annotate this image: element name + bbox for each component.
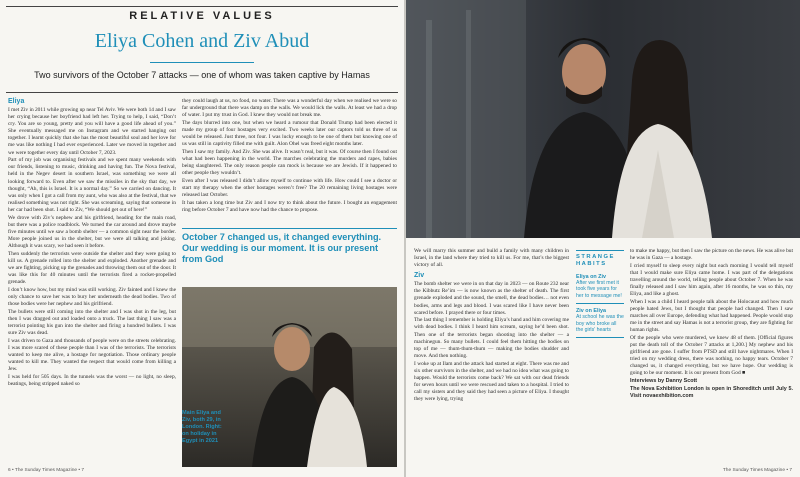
paragraph: It has taken a long time but Ziv and I now try to think about the future. I bought an engagement ring before October 7 and have now had the chance to propose. xyxy=(182,199,397,213)
paragraph: Even after I was released I didn’t allow myself to continue with life. How could I see a doctor or start my therapy when the other hostages weren’t free? The 20 remaining living hostages were released last October. xyxy=(182,177,397,198)
folio-left: 6 • The Sunday Times Magazine • 7 xyxy=(8,468,85,473)
sidebar-ziv-name: Ziv on Eliya xyxy=(576,308,606,315)
portrait-photo-illustration xyxy=(406,0,800,238)
subhead-ziv: Ziv xyxy=(414,272,425,280)
sidebar-divider xyxy=(576,303,624,304)
main-photo xyxy=(406,0,800,238)
article-column-1 xyxy=(8,98,176,388)
paragraph: When I was a child I heard people talk about the Holocaust and how much people hated Jews, but I thought that people had changed. Then I saw marches all over Europe, defending what had happened. People would stop me in the street and say Hamas is not a terrorist group, they are fighting for human rights. xyxy=(630,298,793,334)
sidebar-eliya-name: Eliya on Ziv xyxy=(576,274,606,280)
paragraph: The bomb shelter we were in on that day in 2023 — on Route 232 near the Kibbutz Re’im — is now known as the shelter of death. The first grenade exploded and the sound, the smell, the dead bodies… not even bodies, arms and legs and blood. I was scared like I have never been scared before. I prayed there or four times. xyxy=(414,281,569,316)
paragraph: I met Ziv in 2011 while growing up near Tel Aviv. We were both 14 and I saw her crying because her boyfriend had left her. Trying to help, I said, “Don’t cry. You are so young, pretty and you will have a good life ahead of you.” She eventually messaged me on Instagram and we started hanging out together. I learnt quickly that she has the most beautiful soul and her love for me was like nothing I had ever experienced. Later we moved in together and we were together every day until October 7, 2023. xyxy=(8,107,176,156)
paragraph: The bullets were still coming into the shelter and I was shot in the leg, but then I was dragged out and loaded onto a truck. The last thing I saw was a terrorist pointing his gun into the shelter and firing a hundred bullets. I was sure Ziv was dead. xyxy=(8,308,176,336)
paragraph: I was held for 505 days. In the tunnels was the worst — no light, no sleep, beatings, being stripped naked so xyxy=(8,373,176,387)
headline: Eliya Cohen and Ziv Abud xyxy=(94,30,310,52)
quote-rule xyxy=(182,228,397,229)
paragraph: Then I saw my family. And Ziv. She was alive. It wasn’t real, but it was. Of course then I found out what had been happening in the world. The marches celebrating the murders and rapes, babies being slaughtered. The only reason people can mock is because we are Jewish. If it happened to other people they wouldn’t. xyxy=(182,148,397,177)
article-column-4 xyxy=(630,248,793,401)
strange-habits-sidebar xyxy=(576,250,624,338)
sidebar-bottom-rule xyxy=(576,337,624,338)
paragraph: I don’t know how, but my mind was still working. Ziv fainted and I knew the only chance to save her was to bury her underneath the dead bodies. Two of those bodies were her nephew and his girlfriend. xyxy=(8,286,176,307)
article-column-3 xyxy=(414,248,569,404)
paragraph: Part of my job was organising festivals and we spent many weekends with our friends, listening to music, drinking and having fun. The Nova festival, held in the Negev desert in southern Israel, was something we were all looking forward to. Even after we saw the missiles in the sky that day, we thought, “Ah, this is Israel. It is a normal day.” So we carried on dancing. It was only when I got a call from my aunt, who was also at the festival, that we realised something was not right. She was screaming, saying that someone in her car had been shot. I said to Ziv, “We should get out of here!” xyxy=(8,157,176,213)
headline-rule xyxy=(150,62,254,63)
paragraph: I cried myself to sleep every night but each morning I would tell myself that I would make sure Eliya came home. I was part of the delegations travelling around the world, telling people about October 7. When he was finally released and I saw him again, after 16 months, he was so thin, my Eliya, and like a ghost. xyxy=(630,262,793,298)
sidebar-eliya-text: After we first met it took five years for her to message me! xyxy=(576,280,622,299)
folio-right: The Sunday Times Magazine • 7 xyxy=(722,468,792,473)
right-page xyxy=(406,0,800,477)
standfirst-rule xyxy=(6,92,398,93)
standfirst: Two survivors of the October 7 attacks — one of whom was taken captive by Hamas xyxy=(34,70,370,80)
paragraph: Of the people who were murdered, we knew 48 of them. [Official figures put the death toll of the October 7 attacks at 1,200.] My nephew and his girlfriend are gone. I suffer from PTSD and still have nightmares. When I tried on my wedding dress, there was nothing, no happy tears. October 7 changed us, it changed everything, but we have hope. Our wedding is going to be our moment. It is our present from God ■ xyxy=(630,334,793,377)
byline: Interviews by Danny Scott xyxy=(630,378,698,385)
article-column-2 xyxy=(182,98,397,214)
sidebar-ziv-text: At school he was the boy who broke all the girls’ hearts xyxy=(576,314,624,334)
paragraph: they could laugh at us, no food, no water. There was a wonderful day when we realised we were so far underground that there was damp on the walls. We would lick the walls. At least we had a drop of water. I put my trust in God. I knew they would not break me. xyxy=(182,98,397,119)
paragraph: We drove with Ziv’s nephew and his girlfriend, heading for the main road, but there was a police roadblock. We turned the car around and drove maybe five minutes until we saw a bomb shelter — a common sight near the border. More people joined us in the shelter, but we were all talking and joking. Although it was scary, we had seen it before. xyxy=(8,214,176,249)
paragraph: I was driven to Gaza and thousands of people were on the streets celebrating. I was more scared of these people than I was of the terrorists. The terrorists wanted to keep me alive, a hostage for negotiation. Those ordinary people wanted to kill me. They wanted the respect that would come from killing a Jew. xyxy=(8,337,176,372)
paragraph: I woke up at Ilam and the attack had started at eight. There was me and six other survivors in the shelter, and we had no idea what was going to happen. Would the terrorists come back? We sat with our dead friends for seven hours until we were rescued and taken to a hospital. I tried to call my sisters and they said they had seen a picture of Eliya. I thought they were lying, trying xyxy=(414,360,569,402)
pull-quote: October 7 changed us, it changed everything. Our wedding is our moment. It is our present from God xyxy=(182,232,382,264)
subhead-eliya: Eliya xyxy=(8,98,25,105)
top-rule xyxy=(6,6,398,7)
paragraph: The last thing I remember is holding Eliya’s hand and him covering me with dead bodies. I think I heard him scream, saying he’d been shot. Then one of the terrorists began shooting into the shelter — a machinegun. So many bullets. I could feel them hitting the bodies on top of me — thum-thum-thum — making the bodies shudder and move. And then nothing. xyxy=(414,317,569,359)
photo-caption: Main Eliya and Ziv, both 29, in London. Right: on holiday in Egypt in 2021 xyxy=(182,410,222,444)
series-title: RELATIVE VALUES xyxy=(129,10,275,22)
sidebar-title: STRANGE HABITS xyxy=(576,250,624,268)
exhibition-note: The Nova Exhibition London is open in Shoreditch until July 5. Visit novaexhibition.com xyxy=(630,385,793,399)
paragraph: Then suddenly the terrorists were outside the shelter and they were going to kill us. A grenade rolled into the shelter and exploded. Another grenade and we are fighting, picking up the grenades and throwing them out of the door. It was like this for 40 minutes until the terrorists fired a rocket-propelled grenade. xyxy=(8,250,176,286)
paragraph: The days blurred into one, but when we heard a rumour that Donald Trump had been elected it made my group of four hostages very excited. Two weeks later our captors told us three of us would be released. Just three, not four. I was lucky enough to be one of them but knowing one of us was still in captivity filled me with guilt. Alon Ohel was freed eight months later. xyxy=(182,119,397,148)
paragraph: to make me happy, but then I saw the picture on the news. He was alive but he was in Gaza — a hostage. xyxy=(630,248,793,262)
paragraph: We will marry this summer and build a family with many children in Israel, in the land where they tried to kill us. For me, that’s the biggest victory of all. xyxy=(414,248,569,269)
